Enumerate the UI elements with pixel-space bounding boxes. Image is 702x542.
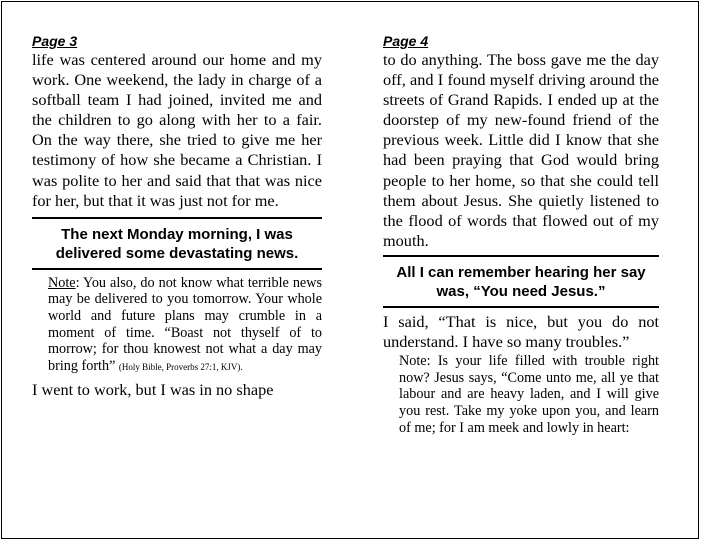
- note-citation: (Holy Bible, Proverbs 27:1, KJV).: [118, 361, 243, 372]
- page-4-label: Page 4: [383, 33, 429, 49]
- page-3-label: Page 3: [32, 33, 78, 49]
- page-3-intro-text: life was centered around our home and my work. One weekend, the lady in charge of a softball team I had joined, invited me and the children to go along with her to a fair. On the way there, she tried to give me her testimony of how she became a Christian. I was polite to her and said that that was nice for her, but that it was just not for me.: [32, 50, 322, 210]
- page-3-note-text: : You also, do not know what terrible news may be delivered to you tomorrow. Your whole world and future plans may crumble in a moment of time. “Boast not thyself of to morrow; for thou knowest not what a day may bring forth”: [48, 274, 322, 374]
- page-3-pull-quote: The next Monday morning, I was delivered some devastating news.: [55, 225, 299, 262]
- page-4-column: [383, 33, 659, 436]
- quote-bottom-rule: [383, 306, 659, 308]
- page-3-note: [32, 270, 322, 376]
- page-3-after-note-text: I went to work, but I was in no shape: [32, 380, 274, 400]
- page-4-pull-quote: All I can remember hearing her say was, “You need Jesus.”: [396, 263, 646, 300]
- page-3-column: [32, 33, 322, 400]
- page-4-after-quote-text: I said, “That is nice, but you do not understand. I have so many troubles.”: [383, 311, 659, 351]
- page-4-intro-text: to do anything. The boss gave me the day off, and I found myself driving around the streets of Grand Rapids. I ended up at the doorstep of my new-found friend of the previous week. Little did I know that she had been praying that God would bring people to her home, so that she could tell them about Jesus. She quietly listened to the flood of words that flowed out of my mouth.: [383, 50, 659, 250]
- page-4-note: Note: Is your life filled with trouble right now? Jesus says, “Come unto me, all ye that labour and are heavy laden, and I will give you rest. Take my yoke upon you, and learn of me; for I am meek and lowly in heart:: [399, 353, 659, 436]
- note-label: Note: [48, 274, 76, 291]
